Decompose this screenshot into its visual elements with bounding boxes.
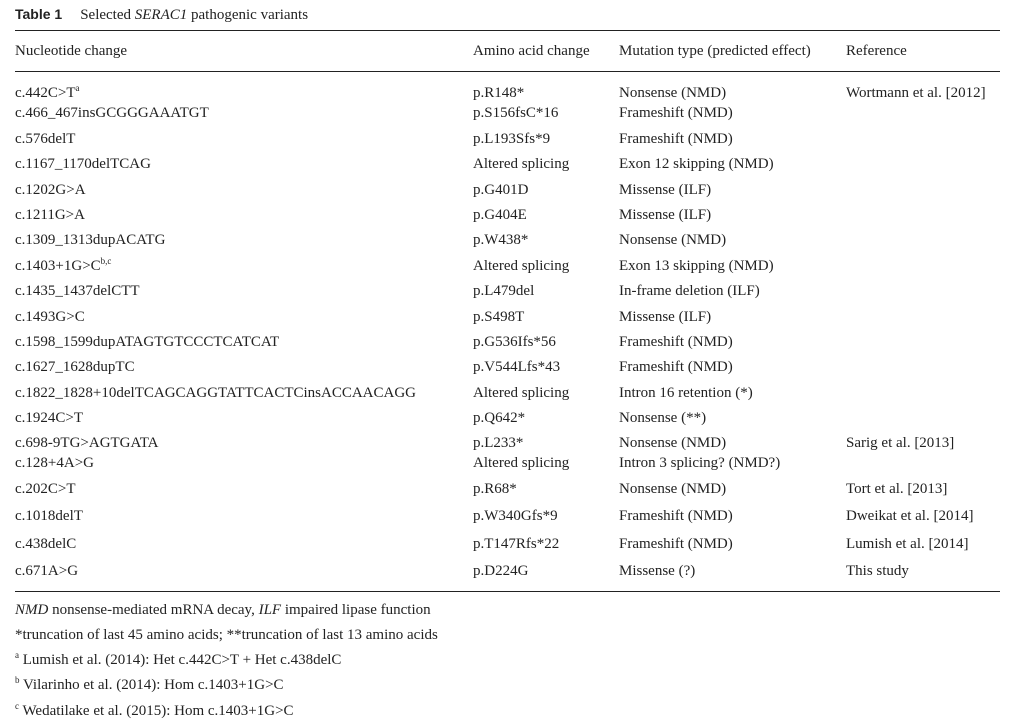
cell-nucleotide-text: c.1627_1628dupTC [15,359,135,375]
cell-nucleotide-text: c.698-9TG>AGTGATA [15,435,159,451]
cell-mutation-type-text: Nonsense (NMD) [619,435,727,451]
cell-mutation-type [619,507,733,525]
cell-mutation-type-text: Nonsense (**) [619,410,707,426]
footnote-a [15,652,341,669]
cell-reference-text: Tort et al. [2013] [846,481,948,497]
cell-mutation-type [619,454,780,472]
cell-reference [846,480,947,498]
cell-amino-acid-text: p.L233* [473,435,524,451]
cell-amino-acid [473,358,560,376]
cell-nucleotide-text: c.1167_1170delTCAG [15,156,151,172]
cell-amino-acid [473,333,556,351]
cell-reference [846,535,968,553]
cell-amino-acid-text: p.S498T [473,309,525,325]
cell-nucleotide-text: c.442C>T [15,85,76,101]
cell-amino-acid-text: Altered splicing [473,258,570,274]
cell-mutation-type-text: Frameshift (NMD) [619,131,733,147]
cell-nucleotide-text: c.1403+1G>C [15,258,101,274]
cell-reference-text: Lumish et al. [2014] [846,536,969,552]
footnote-abbreviations [15,602,431,619]
cell-amino-acid-text: p.R68* [473,481,517,497]
header-rule [15,71,1000,72]
cell-mutation-type-text: Intron 3 splicing? (NMD?) [619,455,781,471]
cell-mutation-type [619,480,726,498]
cell-amino-acid [473,507,558,525]
footnote-b [15,677,284,694]
cell-reference-text: Dweikat et al. [2014] [846,508,974,524]
footnote-text: Lumish et al. (2014): Het c.442C>T + Het c.438delC [19,652,342,668]
gene-name: SERAC1 [134,7,188,23]
cell-reference-text: Sarig et al. [2013] [846,435,955,451]
cell-reference [846,84,986,102]
cell-amino-acid-text: Altered splicing [473,156,570,172]
footnote-text: Vilarinho et al. (2014): Hom c.1403+1G>C [19,677,284,693]
cell-mutation-type [619,333,733,351]
cell-nucleotide-text: c.1202G>A [15,182,86,198]
cell-amino-acid-text: Altered splicing [473,385,570,401]
cell-nucleotide-text: c.1598_1599dupATAGTGTCCCTCATCAT [15,334,280,350]
cell-mutation-type-text: Missense (ILF) [619,309,712,325]
cell-mutation-type [619,130,733,148]
cell-mutation-type-text: Missense (ILF) [619,207,712,223]
caption-text-post: pathogenic variants [187,7,309,23]
header-mutation-type: Mutation type (predicted effect) [619,43,811,59]
cell-mutation-type-text: Missense (?) [619,563,696,579]
header-nucleotide: Nucleotide change [15,43,128,59]
cell-amino-acid [473,155,569,173]
cell-nucleotide [15,535,76,553]
cell-amino-acid [473,257,569,275]
cell-mutation-type-text: In-frame deletion (ILF) [619,283,760,299]
cell-mutation-type [619,84,726,102]
abbrev-ilf: ILF [258,602,282,618]
cell-amino-acid-text: p.W340Gfs*9 [473,508,558,524]
cell-mutation-type [619,308,711,326]
cell-nucleotide [15,282,140,300]
abbrev-nmd-def: nonsense-mediated mRNA decay, [48,602,259,618]
cell-amino-acid [473,104,558,122]
table-caption [15,6,308,24]
cell-mutation-type [619,104,733,122]
cell-amino-acid-text: p.T147Rfs*22 [473,536,560,552]
table-label: Table 1 [15,6,63,22]
cell-mutation-type-text: Frameshift (NMD) [619,508,733,524]
abbrev-ilf-def: impaired lipase function [281,602,431,618]
cell-nucleotide-text: c.1822_1828+10delTCAGCAGGTATTCACTCinsACCAACAGG [15,385,417,401]
cell-amino-acid-text: p.R148* [473,85,525,101]
cell-nucleotide [15,181,86,199]
cell-reference [846,562,909,580]
cell-amino-acid [473,535,559,553]
cell-nucleotide [15,434,158,452]
cell-nucleotide-text: c.202C>T [15,481,76,497]
cell-nucleotide [15,155,151,173]
cell-mutation-type [619,257,774,275]
cell-mutation-type-text: Exon 13 skipping (NMD) [619,258,774,274]
cell-nucleotide-text: c.1018delT [15,508,83,524]
cell-nucleotide [15,507,83,525]
cell-nucleotide-text: c.1211G>A [15,207,85,223]
cell-nucleotide [15,358,135,376]
cell-nucleotide [15,454,94,472]
cell-amino-acid [473,282,534,300]
cell-mutation-type-text: Nonsense (NMD) [619,481,727,497]
cell-amino-acid-text: p.G404E [473,207,527,223]
cell-amino-acid-text: p.L479del [473,283,535,299]
cell-nucleotide [15,562,78,580]
cell-mutation-type [619,434,726,452]
cell-nucleotide [15,257,111,275]
cell-nucleotide [15,480,76,498]
cell-mutation-type [619,155,774,173]
cell-nucleotide [15,308,85,326]
cell-mutation-type-text: Missense (ILF) [619,182,712,198]
footnote-mark: c [15,701,19,711]
cell-amino-acid-text: p.G536Ifs*56 [473,334,556,350]
cell-mutation-type [619,535,733,553]
cell-amino-acid-text: p.V544Lfs*43 [473,359,561,375]
bottom-rule [15,591,1000,592]
cell-amino-acid [473,84,524,102]
cell-reference [846,507,973,525]
cell-amino-acid-text: p.S156fsC*16 [473,105,559,121]
cell-amino-acid-text: p.L193Sfs*9 [473,131,551,147]
cell-mutation-type-text: Nonsense (NMD) [619,232,727,248]
cell-mutation-type [619,206,711,224]
cell-reference-text: Wortmann et al. [2012] [846,85,986,101]
cell-mutation-type-text: Frameshift (NMD) [619,105,733,121]
cell-amino-acid [473,562,528,580]
footnote-mark: b [15,675,20,685]
cell-nucleotide-text: c.1493G>C [15,309,85,325]
header-reference: Reference [846,43,907,59]
cell-nucleotide [15,231,165,249]
cell-mutation-type [619,181,711,199]
cell-nucleotide [15,84,80,102]
cell-amino-acid [473,409,525,427]
cell-amino-acid [473,480,517,498]
cell-amino-acid [473,130,550,148]
cell-amino-acid-text: p.D224G [473,563,529,579]
footnote-truncation: *truncation of last 45 amino acids; **truncation of last 13 amino acids [15,627,438,643]
abbrev-nmd: NMD [15,602,49,618]
cell-amino-acid-text: Altered splicing [473,455,570,471]
cell-nucleotide [15,384,416,402]
footnote-ref: b,c [100,256,112,266]
cell-amino-acid [473,434,523,452]
cell-nucleotide [15,409,83,427]
cell-amino-acid-text: p.W438* [473,232,529,248]
cell-reference [846,434,954,452]
caption-text-pre: Selected [80,7,135,23]
cell-nucleotide [15,130,75,148]
cell-mutation-type-text: Nonsense (NMD) [619,85,727,101]
cell-mutation-type-text: Exon 12 skipping (NMD) [619,156,774,172]
cell-nucleotide-text: c.1435_1437delCTT [15,283,140,299]
cell-nucleotide-text: c.576delT [15,131,76,147]
cell-amino-acid-text: p.G401D [473,182,529,198]
cell-mutation-type [619,384,753,402]
footnote-mark: a [15,650,19,660]
cell-nucleotide-text: c.1924C>T [15,410,84,426]
cell-amino-acid [473,308,524,326]
cell-mutation-type [619,409,706,427]
cell-nucleotide-text: c.1309_1313dupACATG [15,232,166,248]
cell-mutation-type [619,562,695,580]
footnote-text: Wedatilake et al. (2015): Hom c.1403+1G>C [19,703,294,719]
cell-mutation-type [619,282,760,300]
cell-nucleotide [15,206,85,224]
cell-amino-acid-text: p.Q642* [473,410,526,426]
cell-amino-acid [473,206,527,224]
cell-mutation-type-text: Frameshift (NMD) [619,334,733,350]
cell-mutation-type-text: Frameshift (NMD) [619,359,733,375]
cell-mutation-type [619,358,733,376]
cell-amino-acid [473,454,569,472]
cell-mutation-type-text: Frameshift (NMD) [619,536,733,552]
footnote-ref: a [75,83,80,93]
cell-nucleotide [15,333,279,351]
cell-mutation-type [619,231,726,249]
top-rule [15,30,1000,31]
cell-nucleotide-text: c.671A>G [15,563,79,579]
cell-nucleotide-text: c.438delC [15,536,77,552]
cell-reference-text: This study [846,563,909,579]
cell-amino-acid [473,384,569,402]
cell-nucleotide-text: c.466_467insGCGGGAAATGT [15,105,209,121]
cell-mutation-type-text: Intron 16 retention (*) [619,385,753,401]
cell-nucleotide-text: c.128+4A>G [15,455,94,471]
cell-amino-acid [473,231,528,249]
header-amino-acid: Amino acid change [473,43,590,59]
cell-amino-acid [473,181,528,199]
footnote-c [15,703,294,720]
cell-nucleotide [15,104,209,122]
